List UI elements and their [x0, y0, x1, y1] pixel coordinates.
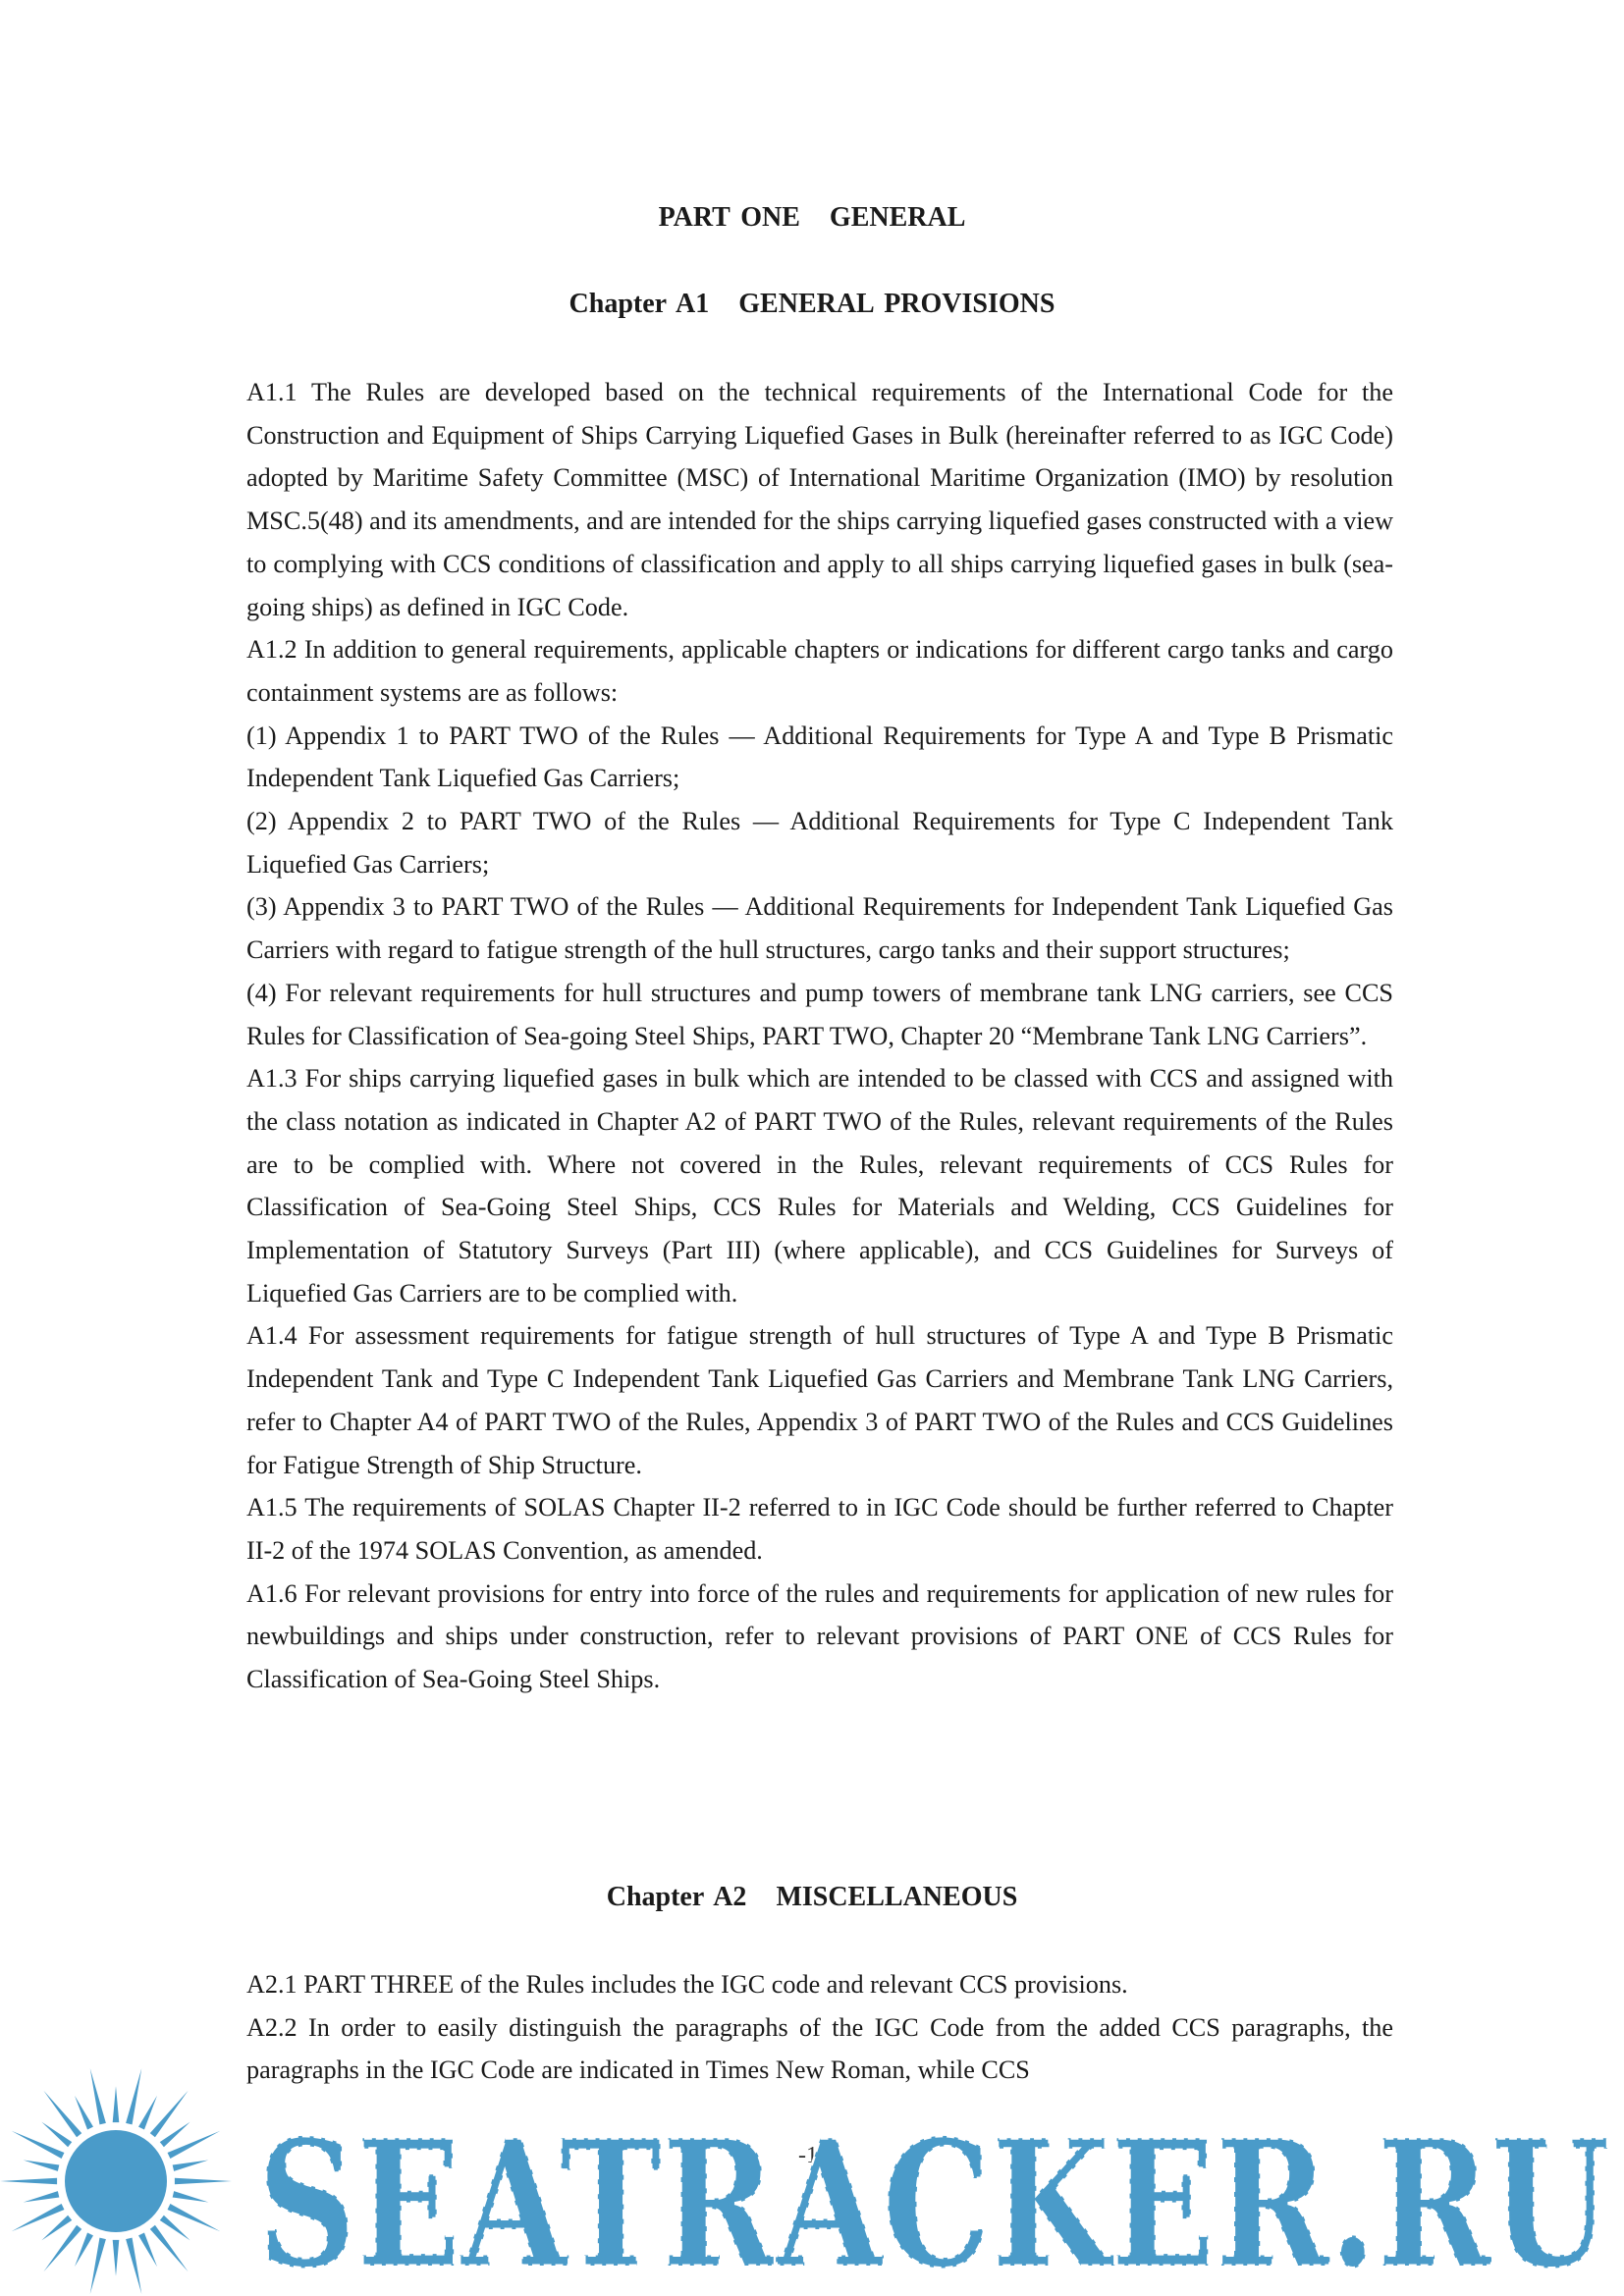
sun-ray [75, 2096, 93, 2130]
part-name: GENERAL [829, 202, 966, 233]
part-label: PART ONE [658, 202, 800, 233]
sun-ray [173, 2191, 209, 2202]
chapter-a2-name: MISCELLANEOUS [776, 1882, 1018, 1912]
sun-ray [113, 2086, 120, 2122]
sun-ray [138, 2233, 157, 2268]
paragraph-a2-1: A2.1 PART THREE of the Rules includes the IGC code and relevant CCS provisions. [246, 1970, 1128, 1999]
paragraph-a1-2: A1.2 In addition to general requirements, applicable chapters or indications for different cargo tanks and cargo containment systems are as follows: [246, 635, 1393, 707]
list-item-appendix-2: (2) Appendix 2 to PART TWO of the Rules — Additional Requirements for Type C Independent Tank Liquefied Gas Carriers; [246, 807, 1393, 879]
sun-icon [0, 2068, 232, 2294]
list-item-appendix-3: (3) Appendix 3 to PART TWO of the Rules — Additional Requirements for Independent Tank Liquefied Gas Carriers with regard to fatigue strength of the hull structures, cargo tanks and their support structures; [246, 892, 1393, 965]
sun-ray [24, 2191, 60, 2202]
watermark-text: SEATRACKER.RU [257, 2102, 1610, 2296]
list-item-membrane: (4) For relevant requirements for hull structures and pump towers of membrane tank LNG carriers, see CCS Rules for Classification of Sea-going Steel Ships, PART TWO, Chapter 20 “Membrane Tank LNG Carriers”. [246, 978, 1393, 1050]
sun-ray [12, 2204, 65, 2231]
paragraph-a1-5: A1.5 The requirements of SOLAS Chapter II-2 referred to in IGC Code should be further referred to Chapter II-2 of the 1974 SOLAS Convention, as amended. [246, 1493, 1393, 1565]
sun-ray [90, 2238, 106, 2294]
chapter-a2-body [246, 1963, 1393, 2092]
chapter-a2-heading [0, 1882, 1624, 1913]
sun-ray [41, 2216, 72, 2241]
paragraph-a2-2: A2.2 In order to easily distinguish the paragraphs of the IGC Code from the added CCS paragraphs, the paragraphs in the IGC Code are indicated in Times New Roman, while CCS [246, 2012, 1393, 2085]
sun-ray [43, 2225, 81, 2271]
chapter-a1-heading [0, 289, 1624, 320]
sun-ray [175, 2178, 232, 2185]
part-title [0, 202, 1624, 234]
sun-ray [90, 2068, 106, 2124]
sun-ray [160, 2216, 190, 2241]
sun-ray [150, 2091, 189, 2137]
sun-ray [113, 2240, 120, 2276]
sun-ray [138, 2096, 157, 2130]
sun-ray [126, 2068, 141, 2124]
paragraph-a1-3: A1.3 For ships carrying liquefied gases in bulk which are intended to be classed with CCS and assigned with the class notation as indicated in Chapter A2 of PART TWO of the Rules, relevant requirements of the Rules are to be complied with. Where not covered in the Rules, relevant requirements of CCS Rules for Classification of Sea-Going Steel Ships, CCS Rules for Materials and Welding, CCS Guidelines for Implementation of Statutory Surveys (Part III) (where applicable), and CCS Guidelines for Surveys of Liquefied Gas Carriers are to be complied with. [246, 1064, 1393, 1308]
chapter-a1-body [246, 371, 1393, 1701]
sun-ray [0, 2178, 57, 2185]
sun-ray [75, 2233, 93, 2268]
paragraph-a1-6: A1.6 For relevant provisions for entry into force of the rules and requirements for application of new rules for newbuildings and ships under construction, refer to relevant provisions of PART ONE of CCS Rules for Classification of Sea-Going Steel Ships. [246, 1578, 1393, 1694]
paragraph-a1-1: A1.1 The Rules are developed based on the technical requirements of the International Code for the Construction and Equipment of Ships Carrying Liquefied Gases in Bulk (hereinafter referred to as IGC Code) adopted by Maritime Safety Committee (MSC) of International Maritime Organization (IMO) by resolution MSC.5(48) and its amendments, and are intended for the ships carrying liquefied gases constructed with a view to complying with CCS conditions of classification and apply to all ships carrying liquefied gases in bulk (sea-going ships) as defined in IGC Code. [246, 378, 1393, 621]
paragraph-a1-4: A1.4 For assessment requirements for fatigue strength of hull structures of Type A and Type B Prismatic Independent Tank and Type C Independent Tank Liquefied Gas Carriers and Membrane Tank LNG Carriers, refer to Chapter A4 of PART TWO of the Rules, Appendix 3 of PART TWO of the Rules and CCS Guidelines for Fatigue Strength of Ship Structure. [246, 1321, 1393, 1479]
list-item-appendix-1: (1) Appendix 1 to PART TWO of the Rules — Additional Requirements for Type A and Type B Prismatic Independent Tank Liquefied Gas Carriers; [246, 721, 1393, 793]
chapter-a1-label: Chapter A1 [568, 289, 710, 319]
page-number: -1- [798, 2143, 826, 2168]
sun-ray [168, 2204, 221, 2231]
chapter-a1-name: GENERAL PROVISIONS [738, 289, 1056, 319]
sun-ray [43, 2091, 81, 2137]
chapter-a2-label: Chapter A2 [606, 1882, 747, 1912]
sun-ray [126, 2238, 141, 2294]
sun-ray [150, 2225, 189, 2271]
